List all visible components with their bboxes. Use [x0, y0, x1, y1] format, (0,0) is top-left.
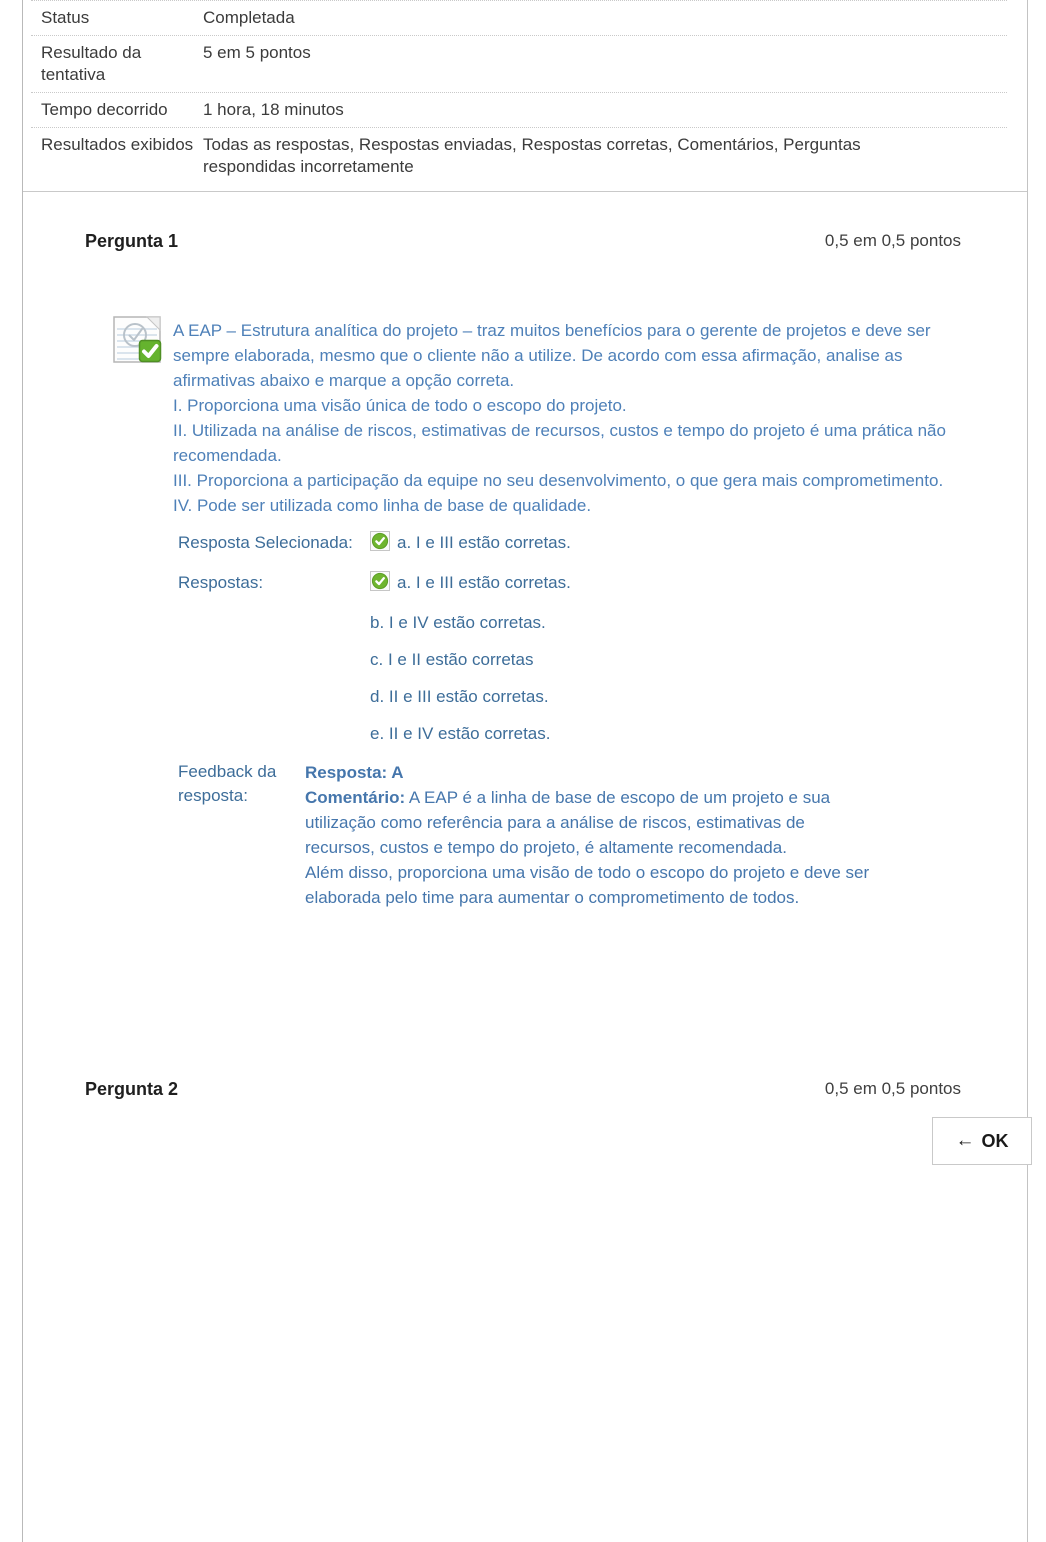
answer-option-text: a. I e III estão corretas. — [397, 573, 571, 592]
selected-answer-text: a. I e III estão corretas. — [397, 533, 571, 552]
feedback-label: Feedback da resposta: — [178, 762, 277, 805]
back-arrow-icon: ← — [955, 1130, 975, 1151]
ok-button[interactable] — [932, 1117, 1032, 1165]
all-answers-row — [178, 572, 1027, 744]
feedback-comment-text: A EAP é a linha de base de escopo de um projeto e sua utilização como referência para a análise de riscos, estimativas de recursos, custos e tempo do projeto, é altamente recomendada. — [305, 788, 831, 857]
question-statement: A EAP – Estrutura analítica do projeto – traz muitos benefícios para o gerente de projetos e deve ser sempre elaborada, mesmo que o cliente não a utilize. De acordo com essa afirmação, analise as afirmativas abaixo e marque a opção correta. — [173, 321, 931, 390]
statement-item-3: III. Proporciona a participação da equipe no seu desenvolvimento, o que gera mais comprometimento. — [173, 471, 944, 490]
feedback-extra-text: Além disso, proporciona uma visão de todo o escopo do projeto e deve ser elaborada pelo time para aumentar o comprometimento de todos. — [305, 863, 870, 907]
table-row-result — [31, 35, 1007, 92]
feedback-comment-label: Comentário: — [305, 788, 406, 807]
table-row-status — [31, 0, 1007, 35]
question-1-header — [23, 230, 1027, 252]
row-label: Status — [41, 8, 90, 27]
selected-answer-label: Resposta Selecionada: — [178, 533, 353, 552]
row-value: 5 em 5 pontos — [203, 43, 311, 62]
row-value: Completada — [203, 8, 295, 27]
correct-check-icon — [370, 571, 390, 596]
answers-label: Respostas: — [178, 573, 264, 592]
feedback-content — [305, 760, 877, 910]
question-points: 0,5 em 0,5 pontos — [824, 1079, 961, 1098]
statement-item-1: I. Proporciona uma visão única de todo o escopo do projeto. — [173, 396, 627, 415]
answer-option-text: d. II e III estão corretas. — [370, 687, 549, 706]
feedback-section — [178, 760, 1027, 910]
attempt-summary-table — [23, 0, 1027, 192]
row-label: Resultados exibidos — [41, 135, 194, 154]
answers-section — [178, 532, 1027, 744]
ok-button-label: OK — [981, 1130, 1009, 1151]
answer-option-text: c. I e II estão corretas — [370, 650, 534, 669]
feedback-comment — [305, 785, 877, 860]
question-points: 0,5 em 0,5 pontos — [824, 231, 961, 250]
feedback-answer: Resposta: A — [305, 763, 404, 782]
table-row-results-shown — [31, 127, 1007, 184]
row-value: 1 hora, 18 minutos — [203, 100, 344, 119]
question-2-header — [23, 1078, 1027, 1100]
answer-option-b — [370, 612, 1027, 633]
selected-answer — [370, 532, 1027, 556]
answer-option-text: b. I e IV estão corretas. — [370, 613, 546, 632]
answer-option-a — [370, 572, 1027, 596]
row-label: Tempo decorrido — [41, 100, 168, 119]
answer-option-e — [370, 723, 1027, 744]
selected-answer-row — [178, 532, 1027, 556]
answer-option-text: e. II e IV estão corretas. — [370, 724, 551, 743]
answer-option-d — [370, 686, 1027, 707]
question-1-block — [23, 192, 1027, 910]
correct-check-icon — [370, 531, 390, 556]
content-container — [22, 0, 1028, 1542]
row-value: Todas as respostas, Respostas enviadas, Respostas corretas, Comentários, Perguntas respondidas incorretamente — [203, 135, 861, 176]
question-text — [173, 318, 955, 518]
row-label: Resultado da tentativa — [41, 43, 142, 84]
question-1-body — [113, 316, 1027, 518]
answer-option-c — [370, 649, 1027, 670]
question-answered-check-icon — [113, 316, 163, 518]
question-title: Pergunta 1 — [85, 231, 179, 251]
question-2-block — [23, 1078, 1027, 1100]
statement-item-4: IV. Pode ser utilizada como linha de base de qualidade. — [173, 496, 592, 515]
statement-item-2: II. Utilizada na análise de riscos, estimativas de recursos, custos e tempo do projeto é uma prática não recomendada. — [173, 421, 946, 465]
table-row-elapsed-time — [31, 92, 1007, 127]
question-title: Pergunta 2 — [85, 1079, 179, 1099]
